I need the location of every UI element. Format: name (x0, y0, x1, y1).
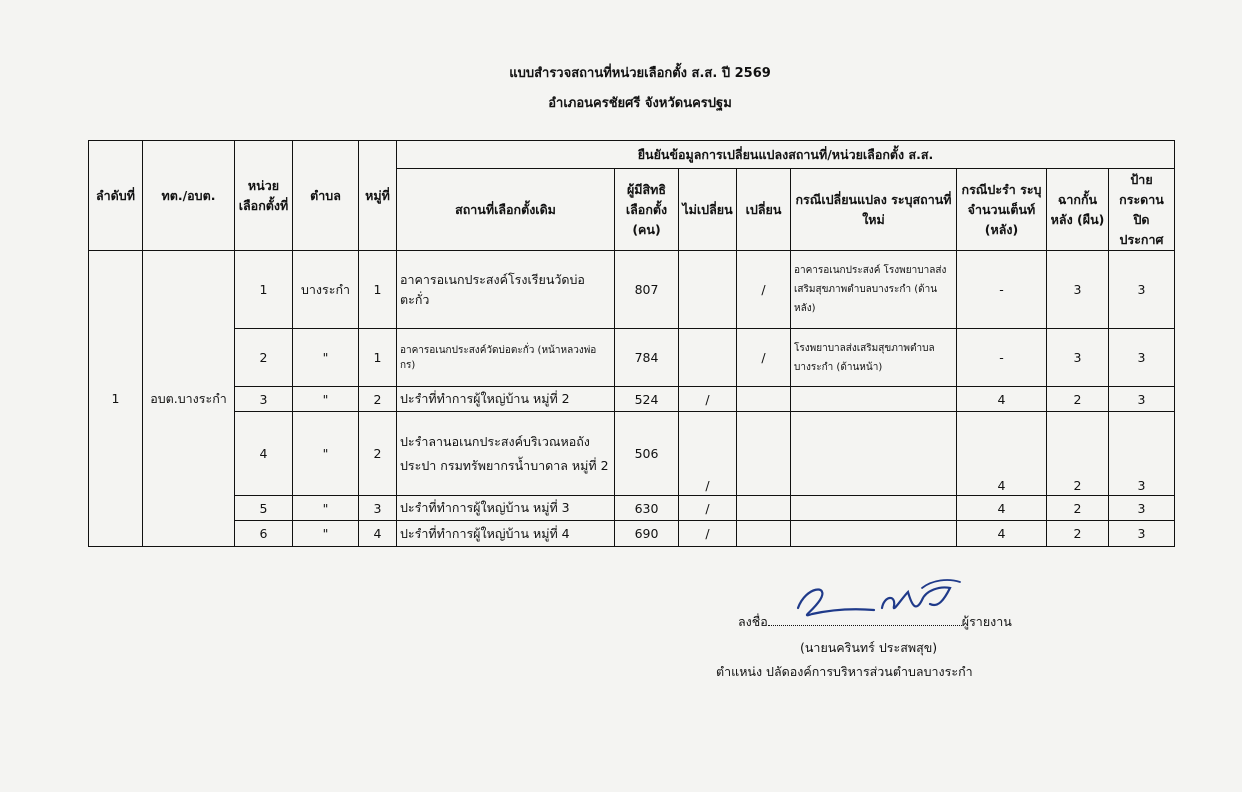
cell-tambon: บางระกำ (293, 251, 359, 329)
cell-moo: 2 (359, 387, 397, 412)
cell-voters: 630 (615, 496, 679, 521)
cell-moo: 2 (359, 412, 397, 496)
cell-voters: 506 (615, 412, 679, 496)
cell-boards: 3 (1109, 412, 1175, 496)
cell-voters: 524 (615, 387, 679, 412)
cell-screens: 3 (1047, 329, 1109, 387)
cell-new-place (791, 387, 957, 412)
cell-moo: 1 (359, 251, 397, 329)
header-boards: ป้ายกระดานปิดประกาศ (1109, 169, 1175, 251)
cell-no-change (679, 251, 737, 329)
header-org: ทต./อบต. (143, 141, 235, 251)
cell-no-change: / (679, 387, 737, 412)
table-row (89, 521, 1175, 547)
cell-change (737, 521, 791, 547)
cell-new-place (791, 412, 957, 496)
cell-screens: 3 (1047, 251, 1109, 329)
cell-change: / (737, 329, 791, 387)
cell-org: อบต.บางระกำ (143, 251, 235, 547)
cell-unit: 5 (235, 496, 293, 521)
cell-tambon: " (293, 387, 359, 412)
cell-new-place: อาคารอเนกประสงค์ โรงพยาบาลส่งเสริมสุขภาพตำบลบางระกำ (ด้านหลัง) (791, 251, 957, 329)
signature-line (738, 612, 1012, 632)
cell-place: ปะรำที่ทำการผู้ใหญ่บ้าน หมู่ที่ 4 (397, 521, 615, 547)
cell-tents: - (957, 329, 1047, 387)
cell-place: ปะรำลานอเนกประสงค์บริเวณหอถังประปา กรมทรัพยากรน้ำบาดาล หมู่ที่ 2 (397, 412, 615, 496)
signature-dotted-line (768, 613, 962, 626)
table-row (89, 387, 1175, 412)
header-group: ยืนยันข้อมูลการเปลี่ยนแปลงสถานที่/หน่วยเลือกตั้ง ส.ส. (397, 141, 1175, 169)
cell-change (737, 412, 791, 496)
header-change: เปลี่ยน (737, 169, 791, 251)
header-orig-place: สถานที่เลือกตั้งเดิม (397, 169, 615, 251)
cell-no-change: / (679, 521, 737, 547)
cell-unit: 3 (235, 387, 293, 412)
signature-role: ผู้รายงาน (961, 614, 1012, 629)
cell-new-place (791, 496, 957, 521)
cell-boards: 3 (1109, 521, 1175, 547)
header-voters: ผู้มีสิทธิเลือกตั้ง (คน) (615, 169, 679, 251)
cell-boards: 3 (1109, 496, 1175, 521)
header-seq: ลำดับที่ (89, 141, 143, 251)
cell-screens: 2 (1047, 521, 1109, 547)
cell-voters: 807 (615, 251, 679, 329)
cell-tents: 4 (957, 496, 1047, 521)
cell-new-place (791, 521, 957, 547)
cell-screens: 2 (1047, 412, 1109, 496)
cell-no-change: / (679, 412, 737, 496)
cell-place: อาคารอเนกประสงค์วัดบ่อตะกั่ว (หน้าหลวงพ่อกร) (397, 329, 615, 387)
document-title: แบบสำรวจสถานที่หน่วยเลือกตั้ง ส.ส. ปี 2569 (509, 66, 771, 81)
cell-tents: 4 (957, 387, 1047, 412)
cell-change: / (737, 251, 791, 329)
cell-moo: 4 (359, 521, 397, 547)
table-row (89, 329, 1175, 387)
header-moo: หมู่ที่ (359, 141, 397, 251)
cell-moo: 1 (359, 329, 397, 387)
cell-voters: 690 (615, 521, 679, 547)
cell-change (737, 496, 791, 521)
table-row (89, 412, 1175, 496)
survey-table (88, 140, 1175, 547)
table-row (89, 251, 1175, 329)
header-no-change: ไม่เปลี่ยน (679, 169, 737, 251)
cell-unit: 1 (235, 251, 293, 329)
table-row (89, 496, 1175, 521)
header-unit: หน่วยเลือกตั้งที่ (235, 141, 293, 251)
cell-screens: 2 (1047, 496, 1109, 521)
cell-place: อาคารอเนกประสงค์โรงเรียนวัดบ่อตะกั่ว (397, 251, 615, 329)
cell-boards: 3 (1109, 387, 1175, 412)
cell-unit: 6 (235, 521, 293, 547)
cell-tambon: " (293, 329, 359, 387)
cell-place: ปะรำที่ทำการผู้ใหญ่บ้าน หมู่ที่ 3 (397, 496, 615, 521)
cell-new-place: โรงพยาบาลส่งเสริมสุขภาพตำบลบางระกำ (ด้านหน้า) (791, 329, 957, 387)
cell-unit: 2 (235, 329, 293, 387)
header-new-place: กรณีเปลี่ยนแปลง ระบุสถานที่ใหม่ (791, 169, 957, 251)
header-tents: กรณีปะรำ ระบุจำนวนเต็นท์ (หลัง) (957, 169, 1047, 251)
cell-tents: - (957, 251, 1047, 329)
signer-position: ตำแหน่ง ปลัดองค์การบริหารส่วนตำบลบางระกำ (716, 664, 973, 679)
header-tambon: ตำบล (293, 141, 359, 251)
cell-place: ปะรำที่ทำการผู้ใหญ่บ้าน หมู่ที่ 2 (397, 387, 615, 412)
cell-tents: 4 (957, 412, 1047, 496)
header-screens: ฉากกั้นหลัง (ผืน) (1047, 169, 1109, 251)
cell-no-change (679, 329, 737, 387)
document-subtitle: อำเภอนครชัยศรี จังหวัดนครปฐม (548, 96, 732, 111)
signature-label: ลงชื่อ (738, 614, 768, 629)
cell-tambon: " (293, 521, 359, 547)
cell-screens: 2 (1047, 387, 1109, 412)
cell-tents: 4 (957, 521, 1047, 547)
cell-tambon: " (293, 496, 359, 521)
cell-change (737, 387, 791, 412)
cell-boards: 3 (1109, 251, 1175, 329)
cell-tambon: " (293, 412, 359, 496)
signer-name: (นายนครินทร์ ประสพสุข) (800, 640, 938, 655)
cell-no-change: / (679, 496, 737, 521)
cell-moo: 3 (359, 496, 397, 521)
cell-boards: 3 (1109, 329, 1175, 387)
cell-seq: 1 (89, 251, 143, 547)
cell-voters: 784 (615, 329, 679, 387)
cell-unit: 4 (235, 412, 293, 496)
